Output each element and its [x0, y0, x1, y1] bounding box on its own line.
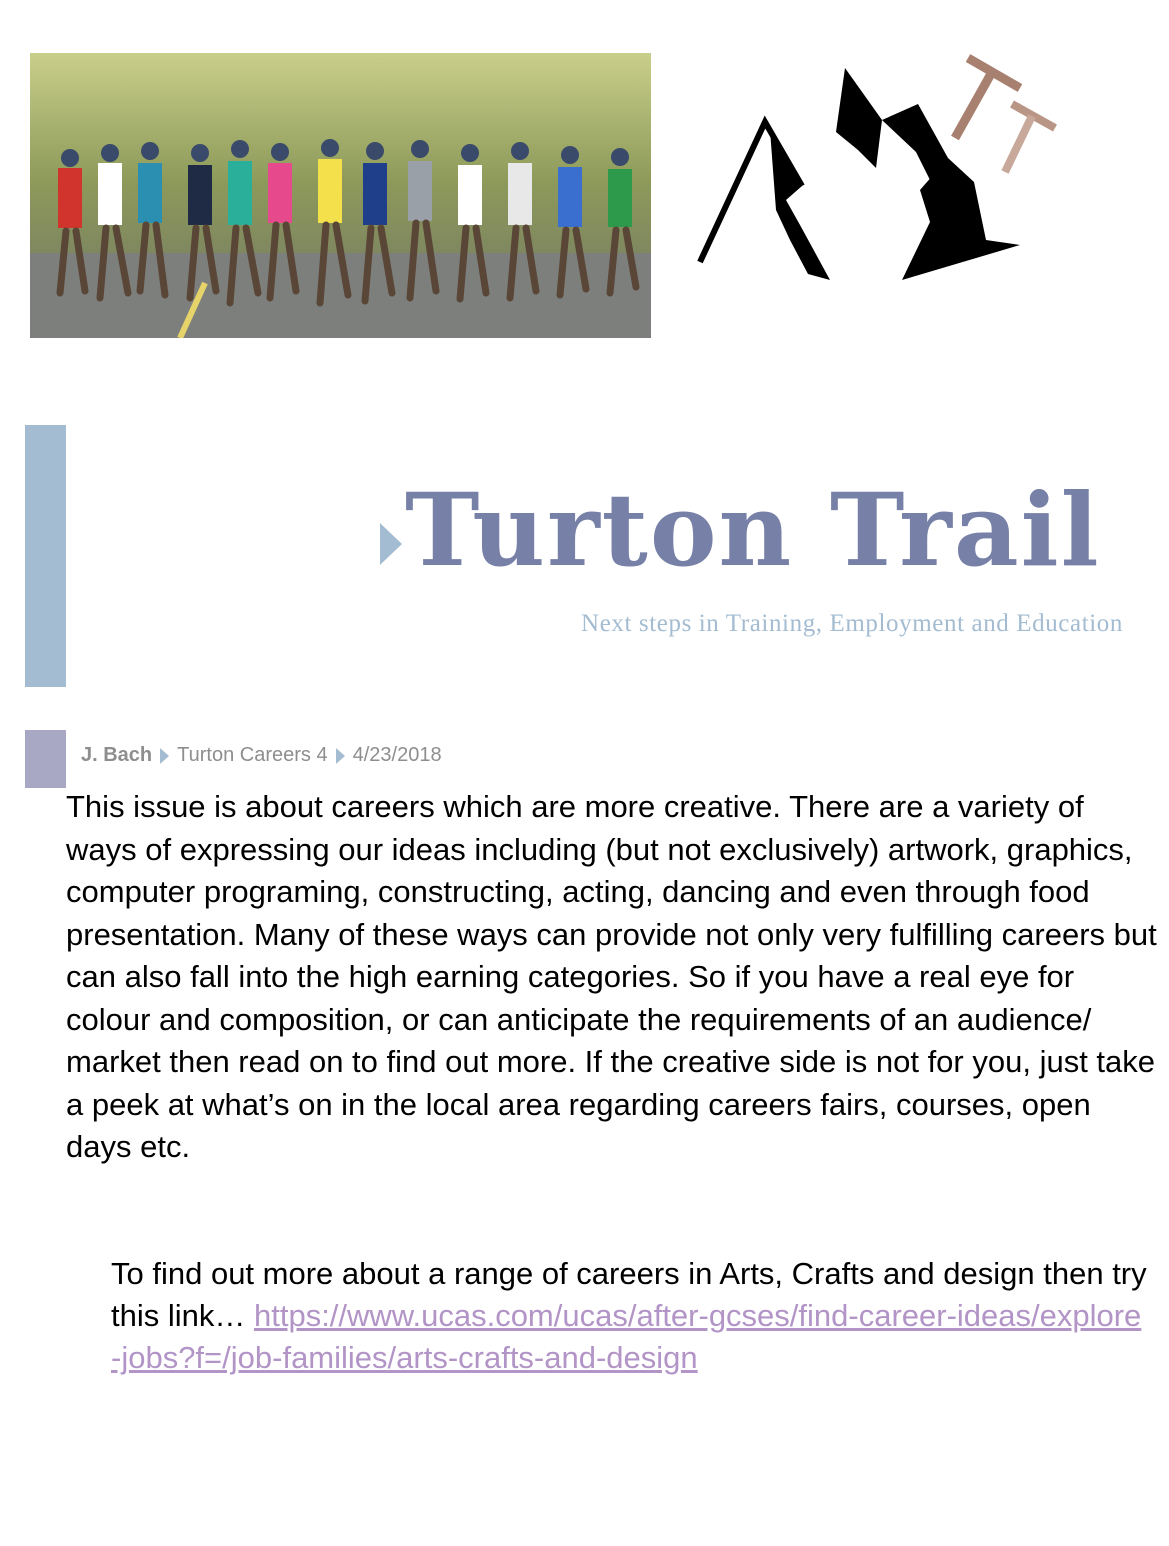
byline-date: 4/23/2018 — [352, 744, 442, 766]
byline-publication: Turton Careers 4 — [177, 744, 328, 766]
ucas-careers-link[interactable]: https://www.ucas.com/ucas/after-gcses/find-career-ideas/explore-jobs?f=/job-families/arts-crafts-and-design — [111, 1298, 1142, 1375]
trail-marker-icon — [955, 58, 1055, 172]
careers-link-paragraph — [111, 1253, 1151, 1379]
page-title: Turton Trail — [405, 471, 1101, 589]
chevron-right-icon — [160, 748, 169, 764]
link-lead-text: To find out more about a range of careers in Arts, Crafts and design then try this link… — [111, 1256, 1147, 1333]
masthead-accent-bar — [25, 425, 66, 687]
chevron-right-icon — [336, 748, 345, 764]
runners-illustration — [30, 53, 651, 338]
marathon-runners-photo — [30, 53, 651, 338]
mountain-trail-logo — [690, 50, 1070, 290]
page-subtitle: Next steps in Training, Employment and Education — [581, 610, 1123, 637]
article-intro: This issue is about careers which are more creative. There are a variety of ways of expressing our ideas including (but not exclusively) artwork, graphics, computer programing, constructing, acting, dancing and even through food presentation. Many of these ways can provide not only very fulfilling careers but can also fall into the high earning categories. So if you have a real eye for colour and composition, or can anticipate the requirements of an audience/ market then read on to find out more. If the creative side is not for you, just take a peek at what’s on in the local area regarding careers fairs, courses, open days etc. — [66, 789, 1157, 1164]
byline-accent-square — [25, 730, 66, 788]
title-arrow-icon — [380, 523, 402, 565]
byline — [81, 744, 442, 767]
mountain-icon — [690, 50, 1070, 290]
byline-author: J. Bach — [81, 744, 153, 766]
